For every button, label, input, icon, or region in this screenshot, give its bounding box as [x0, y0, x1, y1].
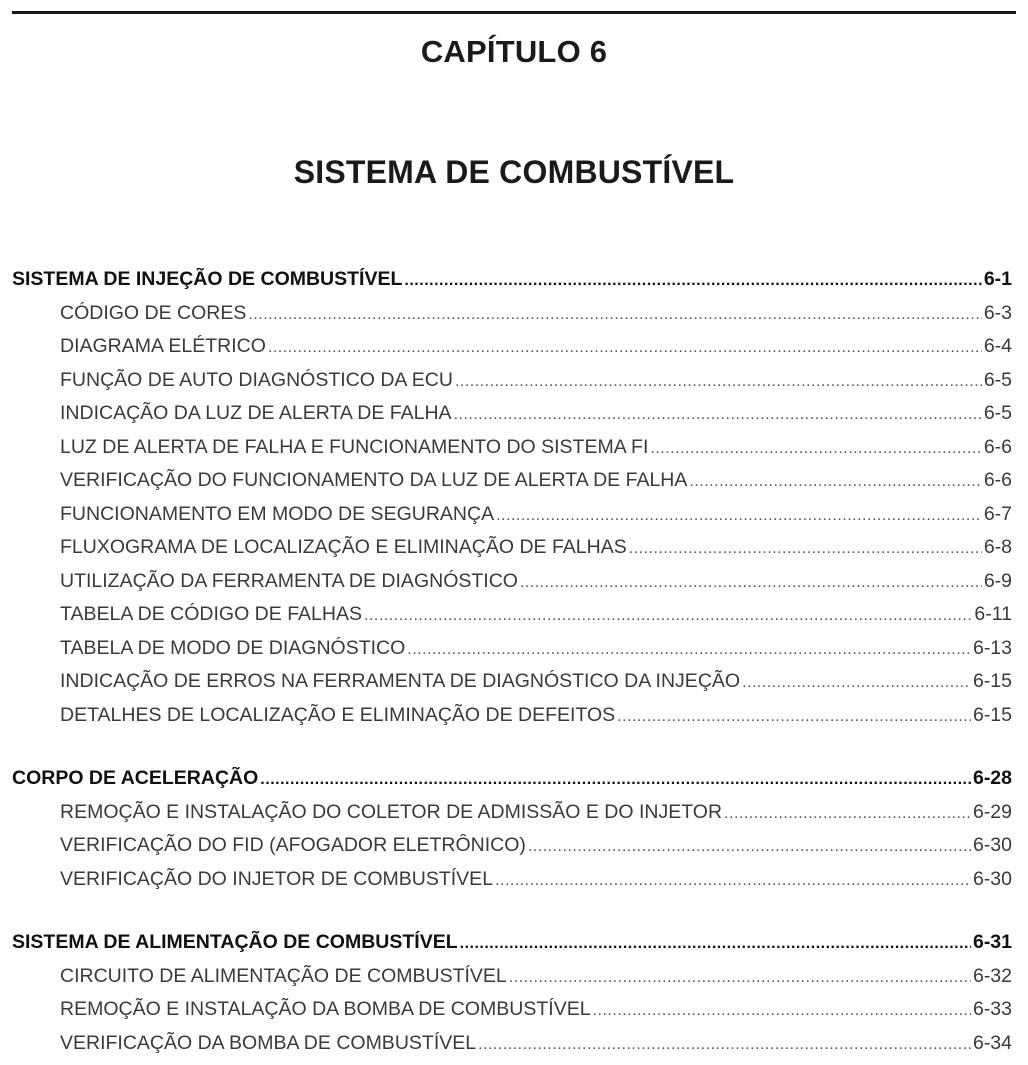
toc-item-text: REMOÇÃO E INSTALAÇÃO DO COLETOR DE ADMISSÃO E DO INJETOR — [60, 801, 722, 824]
toc-item[interactable] — [12, 834, 1012, 868]
dot-leader — [520, 574, 982, 592]
toc-item-page: 6-7 — [984, 503, 1012, 526]
dot-leader — [260, 771, 971, 789]
dot-leader — [496, 507, 982, 525]
toc-item-text: CIRCUITO DE ALIMENTAÇÃO DE COMBUSTÍVEL — [60, 965, 507, 988]
toc-heading-text: CORPO DE ACELERAÇÃO — [12, 767, 258, 790]
chapter-title: CAPÍTULO 6 — [0, 34, 1028, 70]
toc-item-page: 6-5 — [984, 369, 1012, 392]
dot-leader — [650, 440, 981, 458]
toc-item[interactable] — [12, 402, 1012, 436]
dot-leader — [460, 935, 971, 953]
toc-item[interactable] — [12, 369, 1012, 403]
toc-item-page: 6-11 — [974, 603, 1012, 626]
toc-heading-page: 6-31 — [973, 931, 1012, 954]
toc-item[interactable] — [12, 436, 1012, 470]
toc-item-text: VERIFICAÇÃO DA BOMBA DE COMBUSTÍVEL — [60, 1032, 476, 1055]
dot-leader — [407, 641, 971, 659]
toc-item-page: 6-15 — [973, 704, 1012, 727]
page-title: SISTEMA DE COMBUSTÍVEL — [0, 154, 1028, 191]
toc-item-page: 6-8 — [984, 536, 1012, 559]
toc-heading-page: 6-28 — [973, 767, 1012, 790]
toc-item-page: 6-33 — [973, 998, 1012, 1021]
toc-item-page: 6-30 — [973, 868, 1012, 891]
toc-heading-text: SISTEMA DE ALIMENTAÇÃO DE COMBUSTÍVEL — [12, 931, 458, 954]
dot-leader — [454, 406, 982, 424]
toc-item-text: TABELA DE MODO DE DIAGNÓSTICO — [60, 637, 405, 660]
toc-item-page: 6-3 — [984, 302, 1012, 325]
toc-item-page: 6-34 — [973, 1032, 1012, 1055]
toc-heading-text: SISTEMA DE INJEÇÃO DE COMBUSTÍVEL — [12, 268, 402, 291]
toc-heading[interactable] — [12, 931, 1012, 965]
toc-item[interactable] — [12, 670, 1012, 704]
toc-item[interactable] — [12, 1032, 1012, 1065]
toc-item-text: DETALHES DE LOCALIZAÇÃO E ELIMINAÇÃO DE DEFEITOS — [60, 704, 615, 727]
toc-item[interactable] — [12, 801, 1012, 835]
dot-leader — [629, 540, 982, 558]
toc-item-text: VERIFICAÇÃO DO FID (AFOGADOR ELETRÔNICO) — [60, 834, 526, 857]
dot-leader — [455, 373, 982, 391]
toc-item-page: 6-6 — [984, 436, 1012, 459]
toc-item-page: 6-13 — [973, 637, 1012, 660]
toc-item-page: 6-6 — [984, 469, 1012, 492]
dot-leader — [742, 674, 971, 692]
toc-item[interactable] — [12, 503, 1012, 537]
toc-item[interactable] — [12, 536, 1012, 570]
toc-heading[interactable] — [12, 767, 1012, 801]
toc-item-text: UTILIZAÇÃO DA FERRAMENTA DE DIAGNÓSTICO — [60, 570, 518, 593]
dot-leader — [724, 805, 971, 823]
toc-item-text: DIAGRAMA ELÉTRICO — [60, 335, 266, 358]
toc-item-page: 6-15 — [973, 670, 1012, 693]
dot-leader — [268, 339, 982, 357]
toc-item-page: 6-32 — [973, 965, 1012, 988]
toc-item-text: VERIFICAÇÃO DO INJETOR DE COMBUSTÍVEL — [60, 868, 493, 891]
toc-item-text: FUNCIONAMENTO EM MODO DE SEGURANÇA — [60, 503, 494, 526]
toc-item[interactable] — [12, 603, 1012, 637]
dot-leader — [509, 969, 971, 987]
table-of-contents — [12, 268, 1012, 1065]
toc-section — [12, 268, 1012, 737]
dot-leader — [478, 1036, 971, 1054]
dot-leader — [689, 473, 981, 491]
toc-item[interactable] — [12, 570, 1012, 604]
dot-leader — [495, 872, 971, 890]
toc-item-text: LUZ DE ALERTA DE FALHA E FUNCIONAMENTO DO SISTEMA FI — [60, 436, 648, 459]
dot-leader — [593, 1002, 971, 1020]
toc-item[interactable] — [12, 637, 1012, 671]
toc-heading-page: 6-1 — [984, 268, 1012, 291]
toc-item-text: FLUXOGRAMA DE LOCALIZAÇÃO E ELIMINAÇÃO DE FALHAS — [60, 536, 627, 559]
toc-item-text: VERIFICAÇÃO DO FUNCIONAMENTO DA LUZ DE ALERTA DE FALHA — [60, 469, 687, 492]
toc-item[interactable] — [12, 868, 1012, 902]
dot-leader — [617, 708, 971, 726]
toc-item-page: 6-30 — [973, 834, 1012, 857]
dot-leader — [364, 607, 972, 625]
toc-heading[interactable] — [12, 268, 1012, 302]
toc-section — [12, 767, 1012, 901]
toc-item[interactable] — [12, 469, 1012, 503]
toc-item[interactable] — [12, 302, 1012, 336]
toc-item[interactable] — [12, 998, 1012, 1032]
toc-item-text: INDICAÇÃO DE ERROS NA FERRAMENTA DE DIAGNÓSTICO DA INJEÇÃO — [60, 670, 740, 693]
toc-item-text: FUNÇÃO DE AUTO DIAGNÓSTICO DA ECU — [60, 369, 453, 392]
toc-item-text: INDICAÇÃO DA LUZ DE ALERTA DE FALHA — [60, 402, 452, 425]
toc-item-page: 6-29 — [973, 801, 1012, 824]
toc-item-page: 6-5 — [984, 402, 1012, 425]
toc-item[interactable] — [12, 335, 1012, 369]
toc-item-text: TABELA DE CÓDIGO DE FALHAS — [60, 603, 362, 626]
dot-leader — [248, 306, 981, 324]
toc-section — [12, 931, 1012, 1065]
toc-item-text: REMOÇÃO E INSTALAÇÃO DA BOMBA DE COMBUSTÍVEL — [60, 998, 591, 1021]
dot-leader — [404, 272, 981, 290]
dot-leader — [528, 838, 971, 856]
toc-item-text: CÓDIGO DE CORES — [60, 302, 246, 325]
toc-item-page: 6-4 — [984, 335, 1012, 358]
top-rule — [12, 11, 1016, 14]
toc-item-page: 6-9 — [984, 570, 1012, 593]
toc-item[interactable] — [12, 704, 1012, 738]
toc-item[interactable] — [12, 965, 1012, 999]
